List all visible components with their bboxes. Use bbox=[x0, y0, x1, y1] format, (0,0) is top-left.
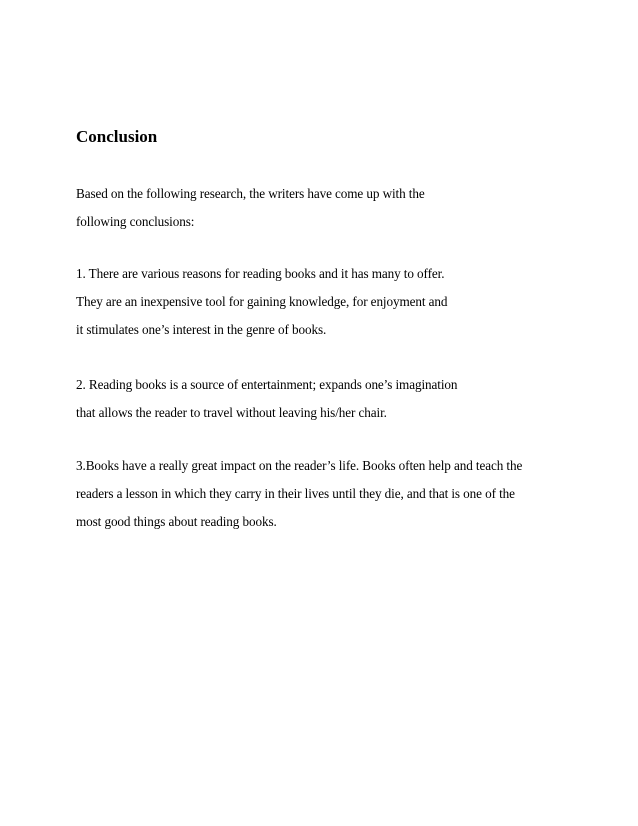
conclusion-point-2-line: that allows the reader to travel without leaving his/her chair. bbox=[76, 405, 387, 420]
conclusion-point-1-line: it stimulates one’s interest in the genre of books. bbox=[76, 322, 327, 337]
conclusion-point-1-line: They are an inexpensive tool for gaining knowledge, for enjoyment and bbox=[76, 294, 448, 309]
intro-line: Based on the following research, the writers have come up with the bbox=[76, 186, 425, 201]
conclusion-point-3-line: readers a lesson in which they carry in their lives until they die, and that is one of the bbox=[76, 486, 515, 501]
conclusion-point-1-line: 1. There are various reasons for reading books and it has many to offer. bbox=[76, 266, 445, 281]
conclusion-point-3-line: most good things about reading books. bbox=[76, 514, 277, 529]
conclusion-point-3-line: 3.Books have a really great impact on the reader’s life. Books often help and teach the bbox=[76, 458, 523, 473]
intro-line: following conclusions: bbox=[76, 214, 195, 229]
page-title: Conclusion bbox=[76, 127, 158, 146]
conclusion-point-2-line: 2. Reading books is a source of entertainment; expands one’s imagination bbox=[76, 377, 458, 392]
